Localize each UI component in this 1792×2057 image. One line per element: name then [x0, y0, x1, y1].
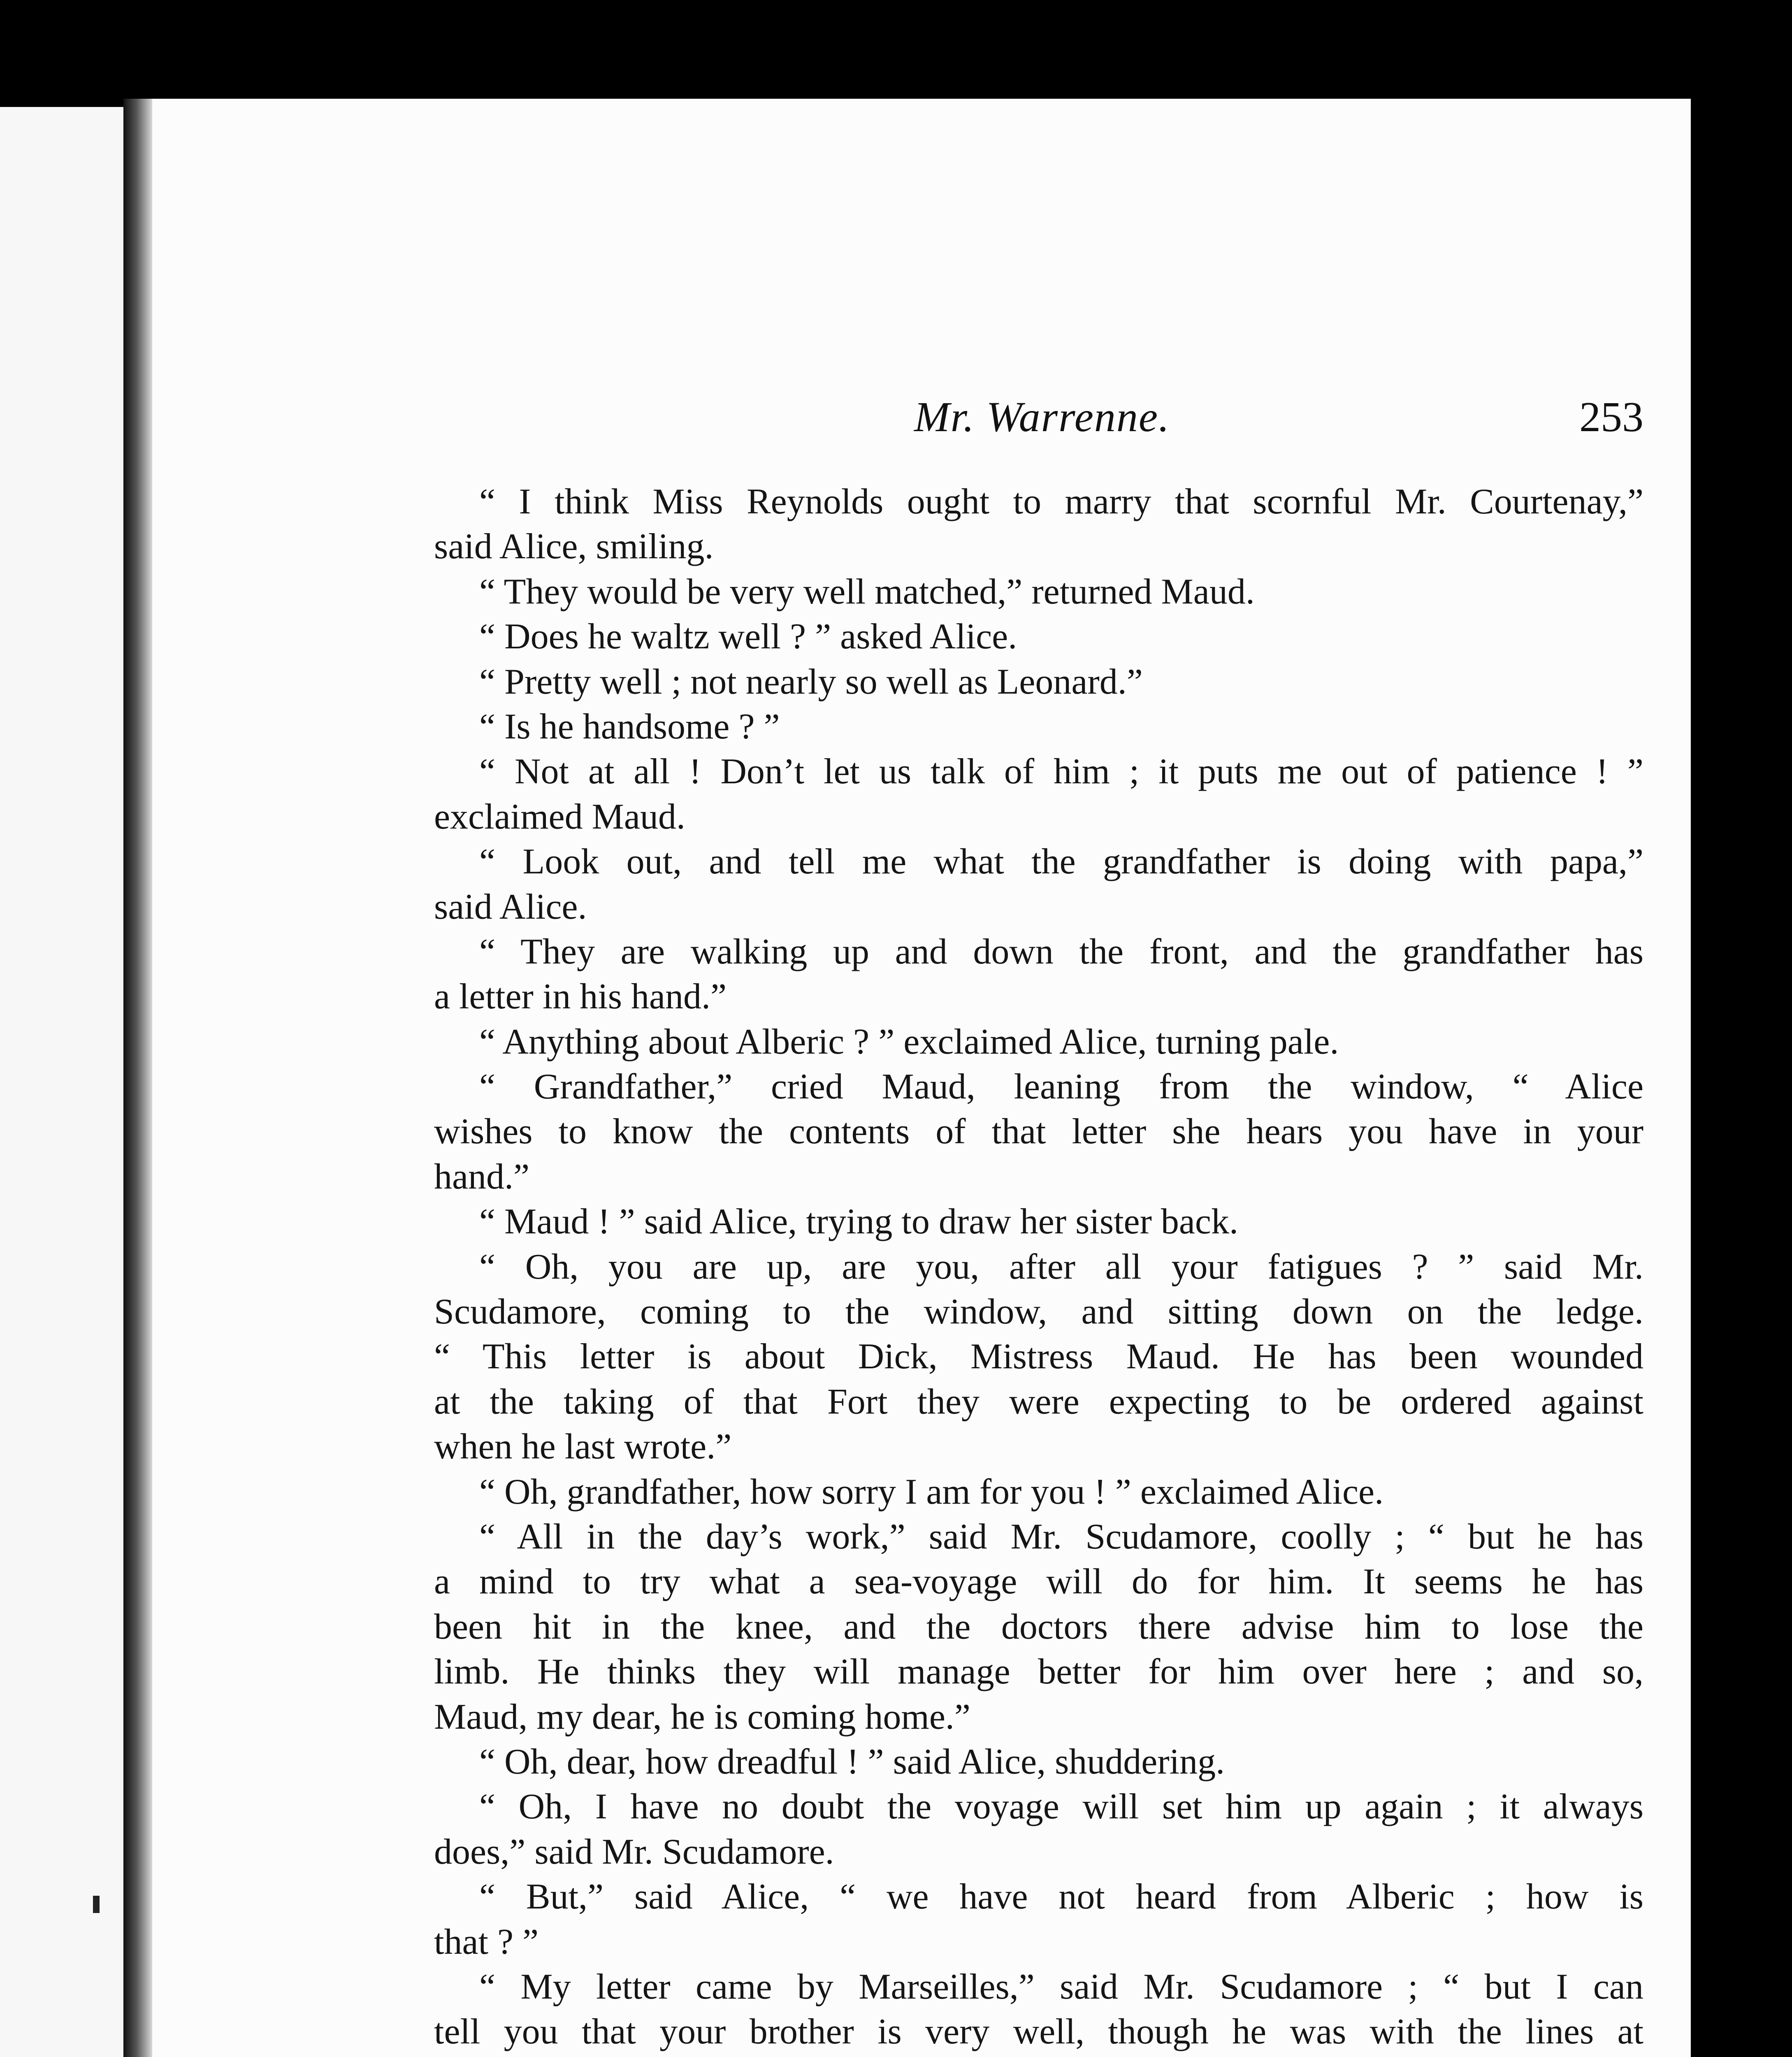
text-line: “ This letter is about Dick, Mistress Maud. He has been wounded: [434, 1337, 1643, 1377]
text-line: said Alice.: [434, 887, 587, 927]
text-line: limb. He thinks they will manage better for him over here ; and so,: [434, 1652, 1643, 1692]
text-line: “ All in the day’s work,” said Mr. Scudamore, coolly ; “ but he has: [479, 1517, 1643, 1557]
running-title: Mr. Warrenne.: [914, 393, 1170, 441]
text-line: “ They are walking up and down the front, and the grandfather has: [479, 932, 1643, 972]
text-line: tell you that your brother is very well, though he was with the lines at: [434, 2012, 1643, 2052]
text-line: that ? ”: [434, 1922, 539, 1962]
text-line: at the taking of that Fort they were expecting to be ordered against: [434, 1382, 1643, 1422]
text-line: a mind to try what a sea-voyage will do for him. It seems he has: [434, 1562, 1643, 1602]
text-line: Maud, my dear, he is coming home.”: [434, 1697, 970, 1737]
margin-mark: [93, 1896, 100, 1913]
text-line: said Alice, smiling.: [434, 527, 714, 566]
text-line: “ I think Miss Reynolds ought to marry that scornful Mr. Courtenay,”: [479, 482, 1643, 522]
page-gutter: [123, 99, 152, 2057]
book-page: [136, 99, 1691, 2057]
text-line: “ Maud ! ” said Alice, trying to draw her sister back.: [479, 1202, 1238, 1242]
text-line: “ Not at all ! Don’t let us talk of him ; it puts me out of patience ! ”: [479, 752, 1643, 792]
text-line: “ Oh, you are up, are you, after all your fatigues ? ” said Mr.: [479, 1247, 1643, 1287]
text-line: “ Oh, dear, how dreadful ! ” said Alice, shuddering.: [479, 1742, 1225, 1782]
text-line: been hit in the knee, and the doctors there advise him to lose the: [434, 1607, 1643, 1647]
running-head: [434, 392, 1643, 446]
text-line: “ Is he handsome ? ”: [479, 707, 780, 747]
text-line: exclaimed Maud.: [434, 797, 685, 837]
text-line: “ Does he waltz well ? ” asked Alice.: [479, 617, 1017, 657]
text-line: a letter in his hand.”: [434, 977, 727, 1017]
previous-page-edge: [0, 107, 136, 2057]
text-line: wishes to know the contents of that letter she hears you have in your: [434, 1112, 1643, 1152]
text-line: “ Oh, grandfather, how sorry I am for you ! ” exclaimed Alice.: [479, 1472, 1384, 1512]
page-number: 253: [1579, 393, 1643, 441]
text-line: “ Pretty well ; not nearly so well as Leonard.”: [479, 662, 1143, 702]
text-line: “ Oh, I have no doubt the voyage will set him up again ; it always: [479, 1787, 1643, 1827]
text-line: “ My letter came by Marseilles,” said Mr. Scudamore ; “ but I can: [479, 1967, 1643, 2007]
text-line: “ Grandfather,” cried Maud, leaning from the window, “ Alice: [479, 1067, 1643, 1107]
text-line: “ Look out, and tell me what the grandfather is doing with papa,”: [479, 842, 1643, 882]
text-line: hand.”: [434, 1157, 530, 1197]
text-line: “ Anything about Alberic ? ” exclaimed Alice, turning pale.: [479, 1022, 1339, 1062]
text-line: when he last wrote.”: [434, 1427, 732, 1467]
text-line: Scudamore, coming to the window, and sitting down on the ledge.: [434, 1292, 1643, 1332]
text-line: “ They would be very well matched,” returned Maud.: [479, 572, 1255, 612]
text-line: “ But,” said Alice, “ we have not heard from Alberic ; how is: [479, 1877, 1643, 1917]
text-line: does,” said Mr. Scudamore.: [434, 1832, 834, 1872]
